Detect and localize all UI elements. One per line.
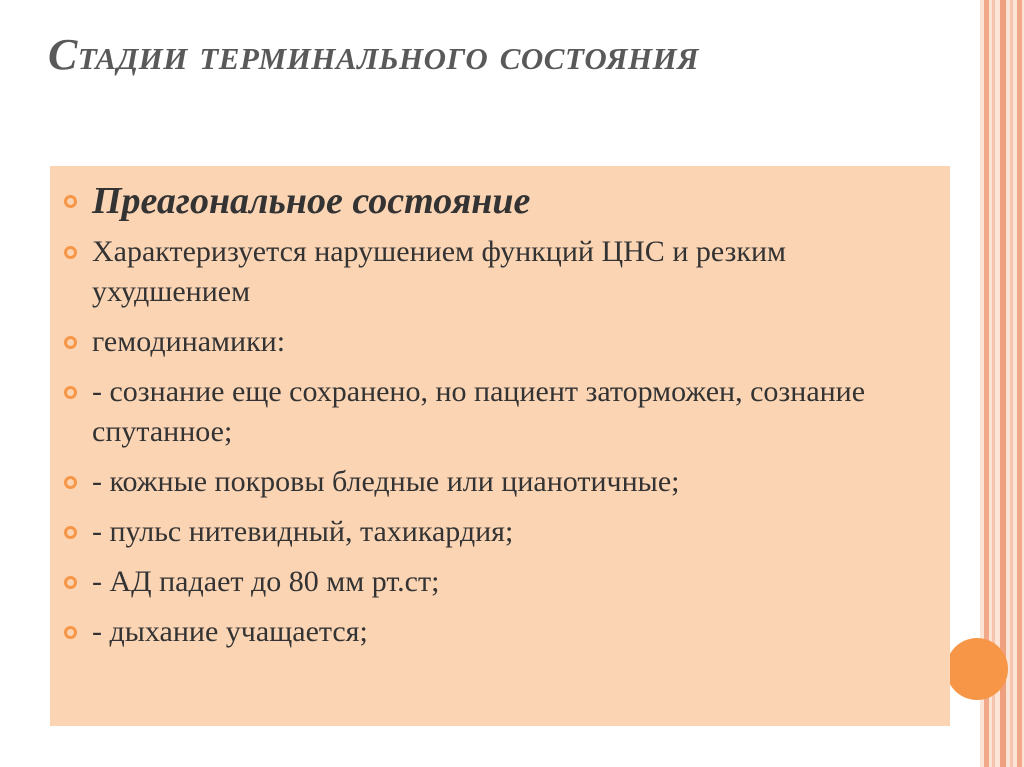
content-box [50, 166, 950, 726]
list-item [64, 322, 932, 362]
list-item-heading [64, 178, 932, 224]
ring-bullet-icon [64, 626, 77, 639]
ring-bullet-icon [64, 576, 77, 589]
list-item-text: - пульс нитевидный, тахикардия; [92, 515, 514, 548]
list-item [64, 512, 932, 552]
slide-title: Стадии терминального состояния [48, 30, 700, 79]
stripe [1010, 0, 1013, 767]
stripe [1017, 0, 1022, 767]
list-item-text: Преагональное состояние [92, 180, 531, 222]
ring-bullet-icon [64, 246, 77, 259]
list-item-text: Характеризуется нарушением функций ЦНС и резким ухудшением [92, 235, 787, 308]
list-item [64, 562, 932, 602]
decorative-circle [946, 638, 1008, 700]
ring-bullet-icon [64, 526, 77, 539]
ring-bullet-icon [64, 476, 77, 489]
list-item-text: - дыхание учащается; [92, 615, 368, 648]
list-item [64, 612, 932, 652]
ring-bullet-icon [64, 195, 77, 208]
list-item [64, 232, 932, 312]
list-item-text: гемодинамики: [92, 325, 286, 358]
list-item [64, 462, 932, 502]
list-item-text: - АД падает до 80 мм рт.ст; [92, 565, 440, 598]
list-item [64, 372, 932, 452]
list-item-text: - сознание еще сохранено, но пациент заторможен, сознание спутанное; [92, 375, 866, 448]
ring-bullet-icon [64, 386, 77, 399]
list-item-text: - кожные покровы бледные или цианотичные; [92, 465, 680, 498]
ring-bullet-icon [64, 336, 77, 349]
